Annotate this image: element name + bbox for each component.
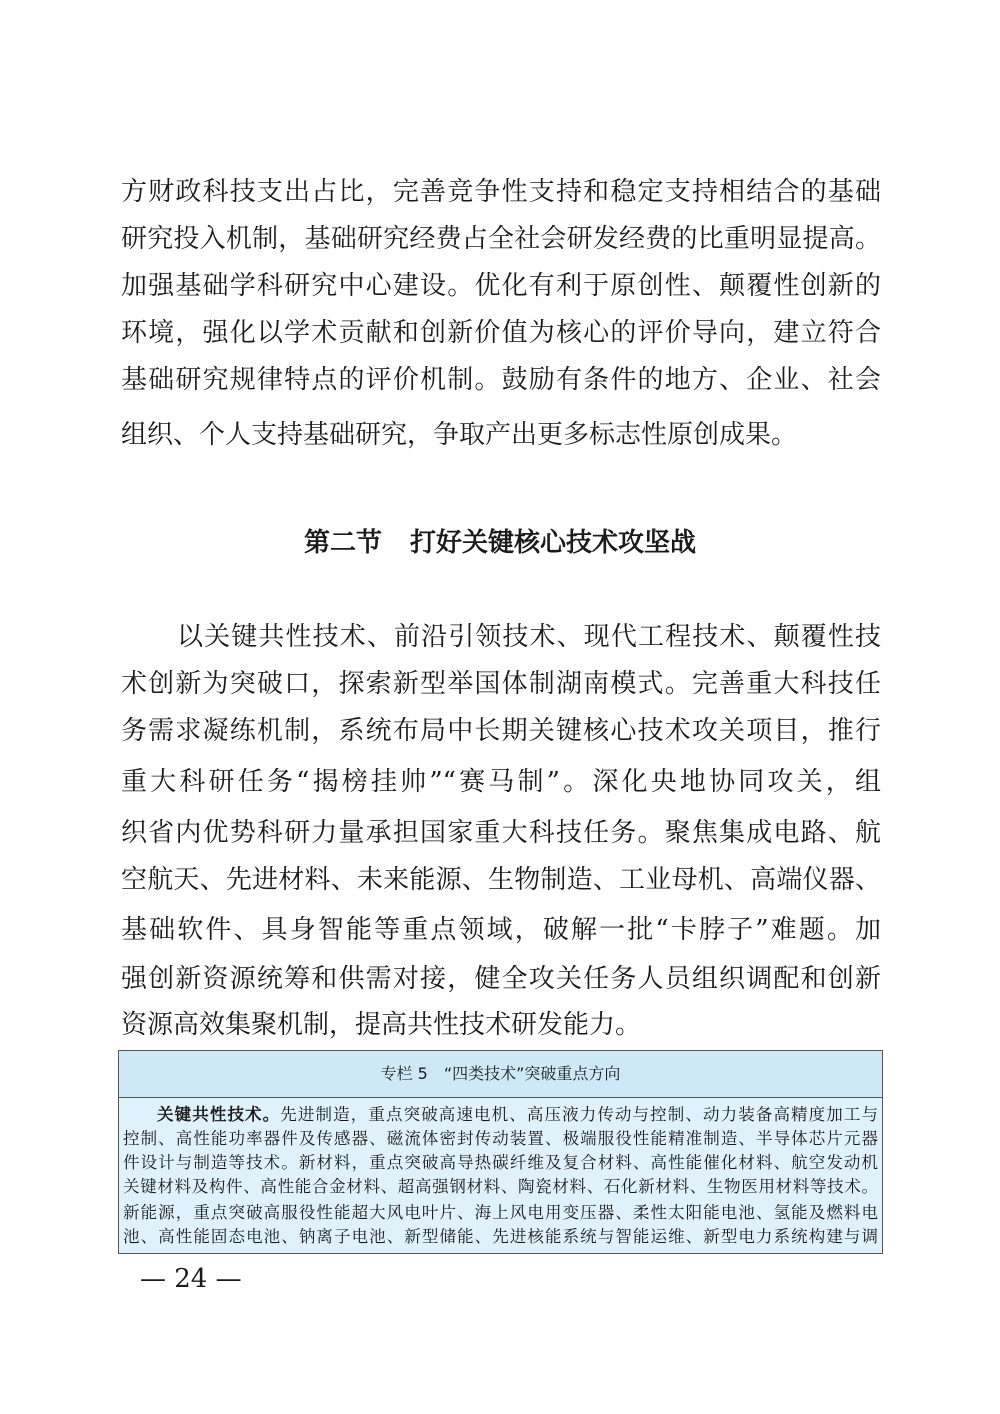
text-line: 方财政科技支出占比，完善竞争性支持和稳定支持相结合的基础 bbox=[121, 177, 881, 207]
box-line: 新能源，重点突破高服役性能超大风电叶片、海上风电用变压器、柔性太阳能电池、氢能及燃料电 bbox=[123, 1203, 878, 1222]
text-line: 术创新为突破口，探索新型举国体制湖南模式。完善重大科技任 bbox=[121, 669, 881, 699]
page-number: — 24 — bbox=[140, 1264, 242, 1294]
text-line: 强创新资源统筹和供需对接，健全攻关任务人员组织调配和创新 bbox=[121, 964, 881, 994]
section-title: 打好关键核心技术攻坚战 bbox=[410, 528, 697, 558]
box-line-text: 先进制造，重点突破高速电机、高压液力传动与控制、动力装备高精度加工与 bbox=[280, 1105, 879, 1124]
text-line: 加强基础学科研究中心建设。优化有利于原创性、颠覆性创新的 bbox=[121, 271, 881, 301]
box-line bbox=[157, 1103, 878, 1127]
text-line: 基础软件、具身智能等重点领域，破解一批“卡脖子”难题。加 bbox=[121, 915, 881, 945]
text-line: 基础研究规律特点的评价机制。鼓励有条件的地方、企业、社会 bbox=[121, 365, 881, 395]
text-line: 环境，强化以学术贡献和创新价值为核心的评价导向，建立符合 bbox=[121, 318, 881, 348]
box-line: 池、高性能固态电池、钠离子电池、新型储能、先进核能系统与智能运维、新型电力系统构建与调 bbox=[123, 1227, 878, 1246]
sidebar-box bbox=[118, 1050, 883, 1254]
box-title: 专栏 5 “四类技术”突破重点方向 bbox=[119, 1051, 882, 1098]
box-line: 关键材料及构件、高性能合金材料、超高强钢材料、陶瓷材料、石化新材料、生物医用材料等技术。 bbox=[123, 1177, 878, 1196]
box-lead: 关键共性技术。 bbox=[157, 1105, 281, 1124]
text-line: 资源高效集聚机制，提高共性技术研发能力。 bbox=[121, 1010, 642, 1040]
text-line: 织省内优势科研力量承担国家重大科技任务。聚焦集成电路、航 bbox=[121, 818, 881, 848]
text-line: 空航天、先进材料、未来能源、生物制造、工业母机、高端仪器、 bbox=[121, 865, 881, 895]
box-line: 件设计与制造等技术。新材料，重点突破高导热碳纤维及复合材料、高性能催化材料、航空发动机 bbox=[123, 1153, 878, 1172]
section-number: 第二节 bbox=[303, 528, 382, 558]
text-line: 组织、个人支持基础研究，争取产出更多标志性原创成果。 bbox=[121, 420, 798, 450]
text-line: 务需求凝练机制，系统布局中长期关键核心技术攻关项目，推行 bbox=[121, 716, 881, 746]
box-line: 控制、高性能功率器件及传感器、磁流体密封传动装置、极端服役性能精准制造、半导体芯片元器 bbox=[123, 1129, 878, 1148]
section-heading bbox=[0, 522, 1000, 559]
text-line: 重大科研任务“揭榜挂帅”“赛马制”。深化央地协同攻关，组 bbox=[121, 767, 881, 797]
text-line: 研究投入机制，基础研究经费占全社会研发经费的比重明显提高。 bbox=[121, 224, 881, 254]
text-line: 以关键共性技术、前沿引领技术、现代工程技术、颠覆性技 bbox=[177, 622, 881, 652]
